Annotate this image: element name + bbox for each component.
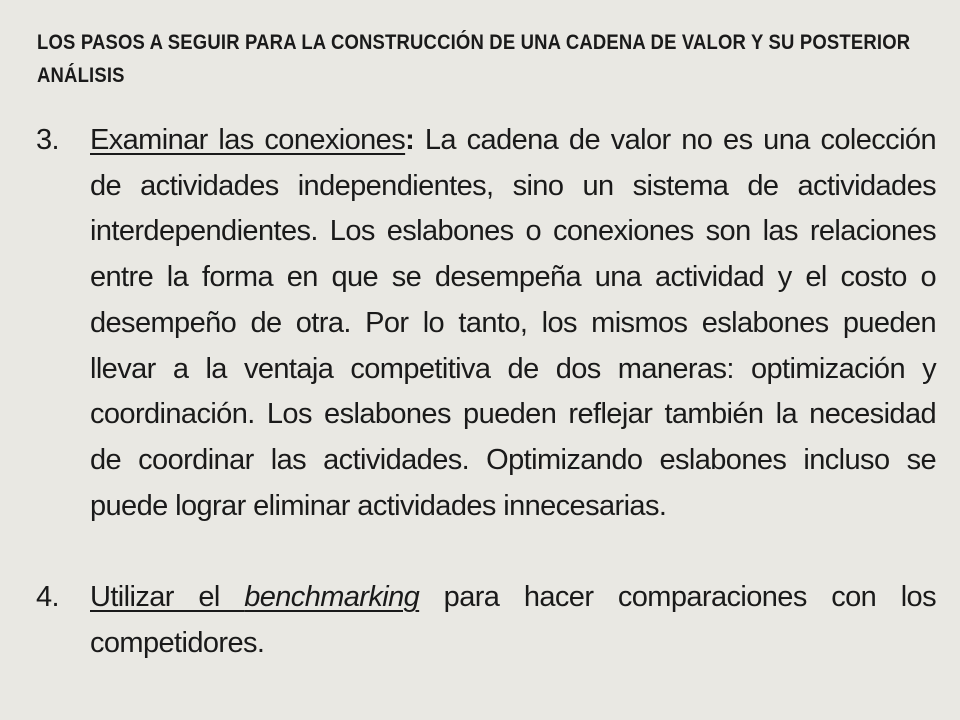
step-colon: : — [405, 124, 415, 156]
steps-list — [36, 118, 936, 667]
step-term-prefix: Utilizar el — [90, 581, 245, 614]
slide-title: LOS PASOS A SEGUIR PARA LA CONSTRUCCIÓN DE UNA CADENA DE VALOR Y SU POSTERIOR ANÁLISIS — [37, 31, 911, 87]
step-body: La cadena de valor no es una colección de actividades independientes, sino un sistema de actividades interdependientes. Los eslabones o conexiones son las relaciones entre la forma en que se desempeña una actividad y el costo o desempeño de otra. Por lo tanto, los mismos eslabones pueden llevar a la ventaja competitiva de dos maneras: optimización y coordinación. Los eslabones pueden reflejar también la necesidad de coordinar las actividades. Optimizando eslabones incluso se puede lograr eliminar actividades innecesarias. — [90, 124, 936, 522]
step-text — [90, 118, 936, 529]
step-text — [90, 575, 936, 666]
step-term — [90, 581, 419, 613]
step-term: Examinar las conexiones — [90, 124, 406, 156]
step-number: 4. — [36, 581, 59, 614]
step-item-3 — [36, 118, 936, 529]
step-body: para hacer comparaciones con los competidores. — [90, 581, 936, 660]
step-term-italic: benchmarking — [244, 581, 420, 614]
step-item-4 — [36, 575, 936, 666]
step-number: 3. — [36, 124, 59, 156]
